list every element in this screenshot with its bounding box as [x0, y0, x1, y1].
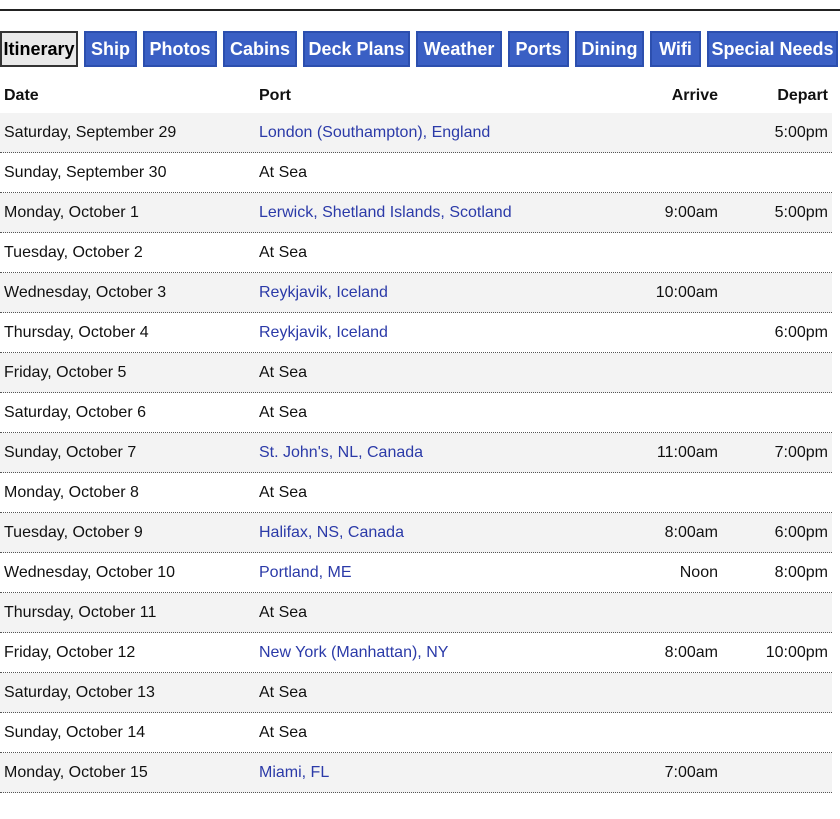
port-link[interactable]: New York (Manhattan), NY — [259, 643, 449, 661]
port-name: At Sea — [259, 243, 308, 261]
port-link[interactable]: Portland, ME — [259, 563, 352, 581]
port-link[interactable]: London (Southampton), England — [259, 123, 491, 141]
port-name: At Sea — [259, 723, 308, 741]
table-row — [0, 673, 832, 713]
header-date: Date — [4, 87, 39, 104]
row-depart-time: 8:00pm — [774, 563, 828, 581]
row-depart-time: 5:00pm — [774, 203, 828, 221]
tab-ship[interactable]: Ship — [84, 31, 137, 67]
port-link[interactable]: Reykjavik, Iceland — [259, 283, 388, 301]
tab-special-needs[interactable]: Special Needs — [707, 31, 838, 67]
row-depart-time: 5:00pm — [774, 123, 828, 141]
top-divider — [0, 9, 840, 11]
table-row — [0, 633, 832, 673]
row-date: Thursday, October 4 — [4, 323, 149, 341]
tab-cabins[interactable]: Cabins — [223, 31, 297, 67]
tab-photos[interactable]: Photos — [143, 31, 217, 67]
row-depart-time: 10:00pm — [765, 643, 828, 661]
row-date: Sunday, October 7 — [4, 443, 137, 461]
row-date: Saturday, September 29 — [4, 123, 177, 141]
table-row — [0, 113, 832, 153]
table-header-row — [0, 79, 832, 113]
row-date: Monday, October 1 — [4, 203, 139, 221]
row-date: Thursday, October 11 — [4, 603, 157, 621]
tab-deck-plans[interactable]: Deck Plans — [303, 31, 410, 67]
port-link[interactable]: Lerwick, Shetland Islands, Scotland — [259, 203, 512, 221]
row-arrive-time: Noon — [679, 563, 718, 581]
table-row — [0, 713, 832, 753]
row-arrive-time: 11:00am — [656, 443, 718, 461]
tab-bar — [0, 31, 840, 67]
table-row — [0, 353, 832, 393]
row-depart-time: 6:00pm — [774, 523, 828, 541]
row-date: Wednesday, October 3 — [4, 283, 167, 301]
row-date: Tuesday, October 2 — [4, 243, 143, 261]
port-name: At Sea — [259, 403, 308, 421]
row-date: Saturday, October 13 — [4, 683, 155, 701]
row-date: Monday, October 15 — [4, 763, 148, 781]
port-link[interactable]: Miami, FL — [259, 763, 330, 781]
row-arrive-time: 10:00am — [655, 283, 718, 301]
row-date: Sunday, September 30 — [4, 163, 167, 181]
header-port: Port — [259, 87, 291, 104]
table-row — [0, 513, 832, 553]
port-link[interactable]: Halifax, NS, Canada — [259, 523, 404, 541]
tab-ports[interactable]: Ports — [508, 31, 569, 67]
row-date: Saturday, October 6 — [4, 403, 146, 421]
table-row — [0, 153, 832, 193]
row-date: Friday, October 5 — [4, 363, 127, 381]
port-link[interactable]: Reykjavik, Iceland — [259, 323, 388, 341]
row-date: Monday, October 8 — [4, 483, 139, 501]
port-name: At Sea — [259, 363, 308, 381]
row-date: Wednesday, October 10 — [4, 563, 176, 581]
table-row — [0, 273, 832, 313]
port-name: At Sea — [259, 163, 308, 181]
row-depart-time: 6:00pm — [774, 323, 828, 341]
port-name: At Sea — [259, 483, 308, 501]
table-row — [0, 433, 832, 473]
row-arrive-time: 9:00am — [664, 203, 718, 221]
row-date: Sunday, October 14 — [4, 723, 146, 741]
table-body — [0, 113, 836, 793]
header-depart: Depart — [777, 87, 828, 104]
table-row — [0, 313, 832, 353]
row-date: Friday, October 12 — [4, 643, 136, 661]
table-row — [0, 233, 832, 273]
port-link[interactable]: St. John's, NL, Canada — [259, 443, 424, 461]
tab-itinerary[interactable]: Itinerary — [0, 31, 78, 67]
tab-weather[interactable]: Weather — [416, 31, 502, 67]
table-row — [0, 553, 832, 593]
tab-wifi[interactable]: Wifi — [650, 31, 701, 67]
row-arrive-time: 7:00am — [664, 763, 718, 781]
table-row — [0, 473, 832, 513]
table-row — [0, 753, 832, 793]
row-arrive-time: 8:00am — [664, 643, 718, 661]
row-arrive-time: 8:00am — [664, 523, 718, 541]
header-arrive: Arrive — [671, 87, 718, 104]
port-name: At Sea — [259, 683, 308, 701]
itinerary-table — [0, 79, 836, 793]
row-date: Tuesday, October 9 — [4, 523, 143, 541]
table-row — [0, 593, 832, 633]
port-name: At Sea — [259, 603, 308, 621]
tab-dining[interactable]: Dining — [575, 31, 644, 67]
row-depart-time: 7:00pm — [774, 443, 828, 461]
table-row — [0, 193, 832, 233]
table-row — [0, 393, 832, 433]
